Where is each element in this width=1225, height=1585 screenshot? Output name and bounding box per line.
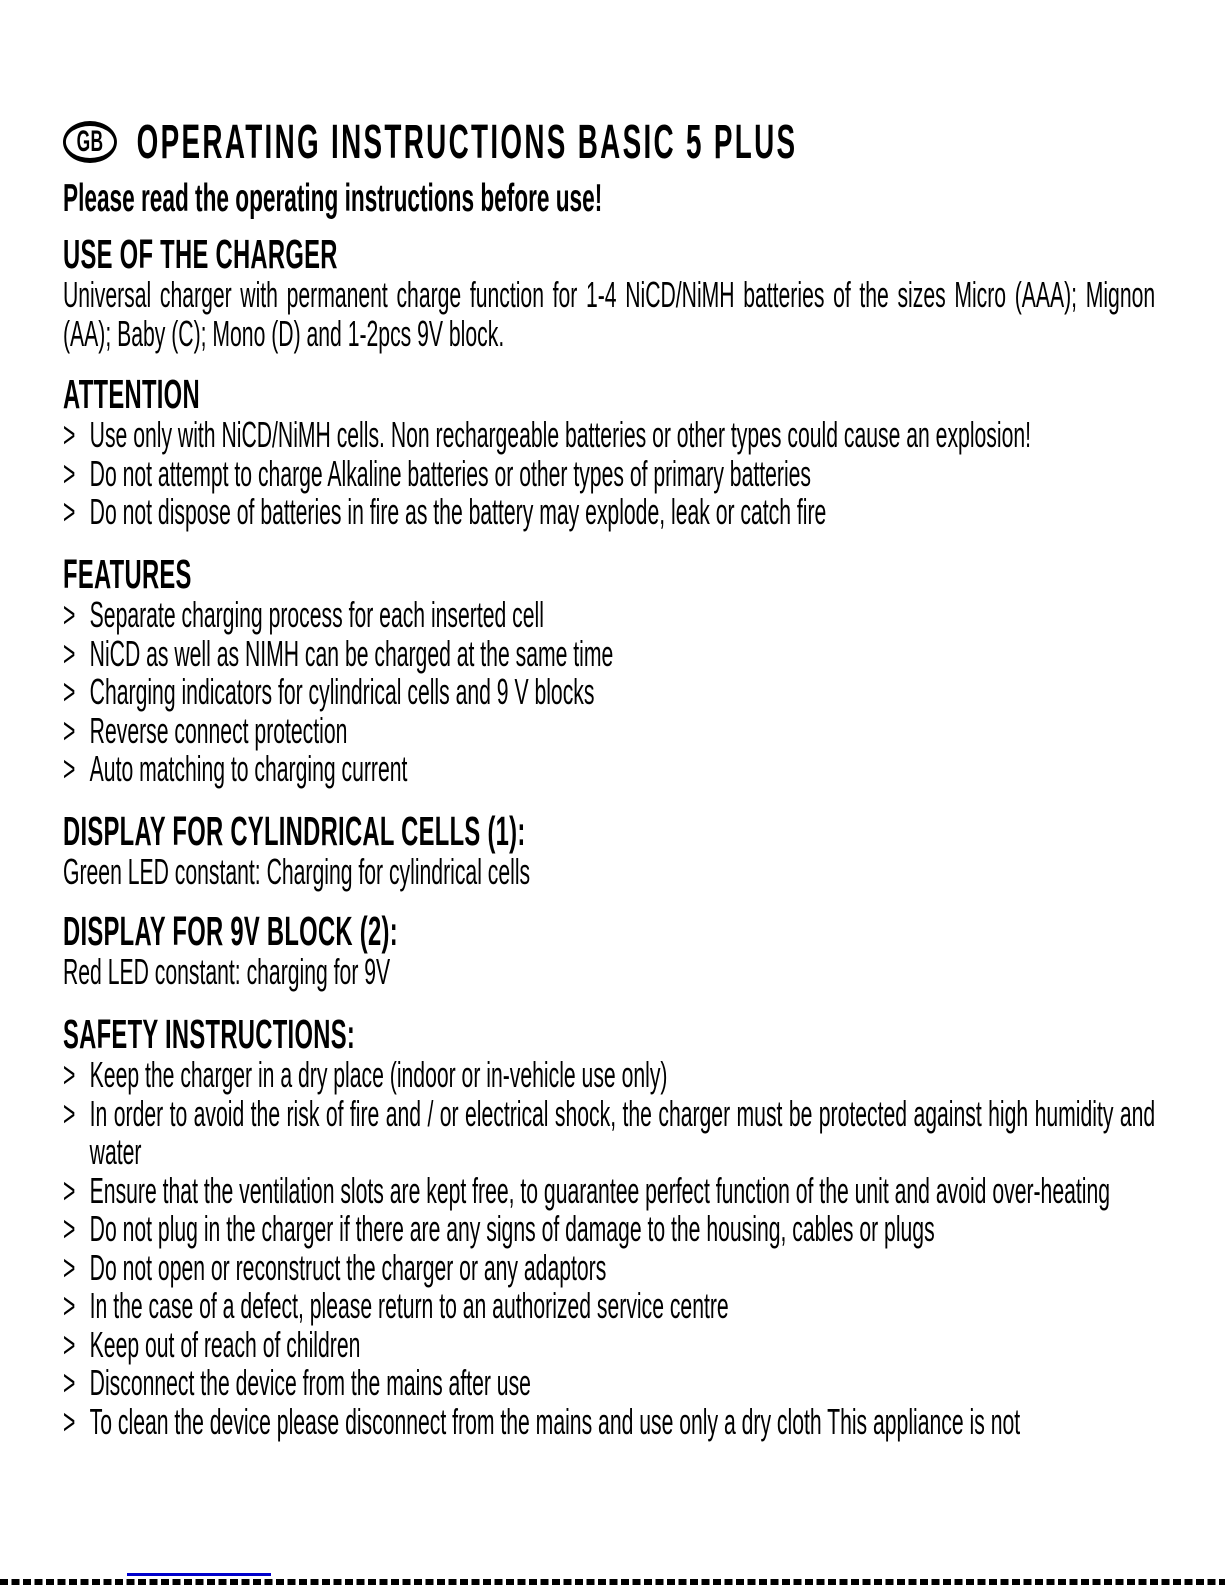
list-item bbox=[63, 632, 1155, 674]
gb-language-badge bbox=[63, 121, 117, 163]
list-item-text: Charging indicators for cylindrical cells and 9 V blocks bbox=[89, 671, 595, 712]
bullet-marker: > bbox=[63, 1208, 76, 1249]
section-safety-instructions bbox=[63, 1012, 1155, 1441]
list-item-text: Reverse connect protection bbox=[89, 709, 348, 751]
list-item-text: Do not plug in the charger if there are any signs of damage to the housing, cables or plugs bbox=[89, 1208, 935, 1249]
bullet-marker: > bbox=[63, 1169, 76, 1211]
footer-blue-divider bbox=[127, 1573, 271, 1576]
bullet-marker: > bbox=[63, 1285, 76, 1326]
list-item-text: Disconnect the device from the mains after use bbox=[89, 1362, 531, 1403]
list-item-text: Do not open or reconstruct the charger or any adaptors bbox=[89, 1246, 607, 1288]
list-item bbox=[63, 493, 1155, 532]
list-item bbox=[63, 1056, 1155, 1095]
bullet-marker: > bbox=[63, 1246, 76, 1288]
bullet-marker: > bbox=[63, 1323, 76, 1365]
document-header bbox=[63, 116, 797, 168]
section-paragraph: Red LED constant: charging for 9V bbox=[63, 951, 391, 992]
list-item-text: Ensure that the ventilation slots are kept free, to guarantee perfect function of the unit and avoid over-heating bbox=[89, 1169, 1111, 1211]
section-heading: ATTENTION bbox=[63, 371, 200, 417]
bullet-marker: > bbox=[63, 452, 76, 494]
bullet-marker: > bbox=[63, 594, 76, 635]
bullet-marker: > bbox=[63, 414, 76, 455]
page-title: OPERATING INSTRUCTIONS BASIC 5 PLUS bbox=[136, 115, 798, 169]
gb-badge-label: GB bbox=[76, 125, 104, 158]
bullet-marker: > bbox=[63, 1092, 76, 1134]
section-heading: USE OF THE CHARGER bbox=[63, 231, 338, 277]
page-content bbox=[63, 0, 1155, 1585]
list-item-text: Auto matching to charging current bbox=[89, 748, 408, 789]
section-use-of-the-charger bbox=[63, 232, 1155, 353]
list-item-text: Separate charging process for each inserted cell bbox=[89, 594, 544, 635]
list-item-text: To clean the device please disconnect from the mains and use only a dry cloth This appliance is not bbox=[89, 1400, 1021, 1442]
bullet-marker: > bbox=[63, 1362, 76, 1403]
list-item bbox=[63, 1092, 1156, 1172]
bullet-marker: > bbox=[63, 748, 76, 789]
list-item bbox=[63, 673, 1155, 712]
bullet-marker: > bbox=[63, 491, 76, 532]
section-attention bbox=[63, 372, 1155, 532]
list-item-text: Do not attempt to charge Alkaline batteries or other types of primary batteries bbox=[89, 452, 812, 494]
bullet-marker: > bbox=[63, 709, 76, 751]
section-heading: SAFETY INSTRUCTIONS: bbox=[63, 1011, 356, 1057]
list-item-text: Do not dispose of batteries in fire as the battery may explode, leak or catch fire bbox=[89, 491, 827, 532]
list-item bbox=[63, 1400, 1155, 1442]
page-subtitle: Please read the operating instructions before use! bbox=[63, 177, 603, 220]
list-item bbox=[63, 416, 1155, 455]
footer-dashed-cut-line bbox=[0, 1579, 1225, 1585]
list-item bbox=[63, 1169, 1155, 1211]
list-item-text: NiCD as well as NIMH can be charged at the same time bbox=[89, 632, 614, 674]
bullet-marker: > bbox=[63, 671, 76, 712]
section-heading: FEATURES bbox=[63, 551, 192, 597]
list-item bbox=[63, 1287, 1155, 1326]
section-features bbox=[63, 552, 1155, 789]
list-item-text: In order to avoid the risk of fire and / or electrical shock, the charger must be protected against high humidity and water bbox=[89, 1092, 1156, 1172]
list-item-text: Use only with NiCD/NiMH cells. Non rechargeable batteries or other types could cause an explosion! bbox=[89, 414, 1032, 455]
list-item-text: In the case of a defect, please return to an authorized service centre bbox=[89, 1285, 729, 1326]
list-item bbox=[63, 1246, 1155, 1288]
section-heading: DISPLAY FOR 9V BLOCK (2): bbox=[63, 908, 398, 954]
list-item bbox=[63, 1364, 1155, 1403]
section-paragraph: Universal charger with permanent charge function for 1-4 NiCD/NiMH batteries of the sizes Micro (AAA); Mignon (AA); Baby (C); Mono (D) and 1-2pcs 9V block. bbox=[63, 274, 1156, 354]
list-item bbox=[63, 596, 1155, 635]
section-display-9v-block bbox=[63, 909, 1155, 992]
section-paragraph: Green LED constant: Charging for cylindrical cells bbox=[63, 851, 531, 892]
bullet-marker: > bbox=[63, 1400, 76, 1442]
list-item-text: Keep the charger in a dry place (indoor or in-vehicle use only) bbox=[89, 1054, 668, 1095]
list-item bbox=[63, 452, 1155, 494]
bullet-marker: > bbox=[63, 632, 76, 674]
list-item-text: Keep out of reach of children bbox=[89, 1323, 361, 1365]
list-item bbox=[63, 1323, 1155, 1365]
list-item bbox=[63, 1210, 1155, 1249]
list-item bbox=[63, 750, 1155, 789]
list-item bbox=[63, 709, 1155, 751]
bullet-marker: > bbox=[63, 1054, 76, 1095]
section-display-cylindrical-cells bbox=[63, 809, 1155, 892]
section-heading: DISPLAY FOR CYLINDRICAL CELLS (1): bbox=[63, 808, 526, 854]
